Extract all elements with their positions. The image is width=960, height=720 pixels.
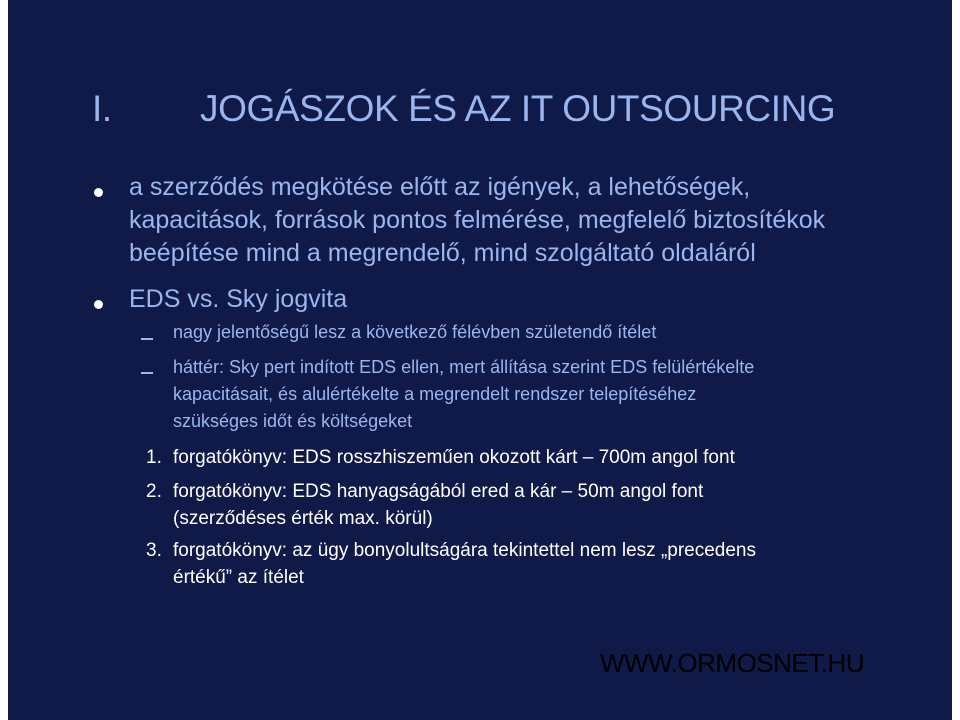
numbered-continuation: értékű” az ítélet: [173, 567, 304, 588]
slide-title: [92, 88, 835, 130]
bullet-line: kapacitások, források pontos felmérése, megfelelő biztosítékok: [129, 206, 826, 234]
slide: [8, 0, 952, 720]
numbered-label: 1.: [146, 447, 162, 468]
sub-bullet-line: háttér: Sky pert indított EDS ellen, mert állítása szerint EDS felülértékelte: [173, 357, 755, 377]
numbered-text: forgatókönyv: az ügy bonyolultságára tekintettel nem lesz „precedens: [173, 540, 756, 561]
bullet-icon: [90, 288, 107, 309]
numbered-text: forgatókönyv: EDS hanyagságából ered a kár – 50m angol font: [173, 481, 704, 502]
numbered-item: [146, 444, 906, 471]
bullet-text: [129, 171, 929, 270]
bullet-line: beépítése mind a megrendelő, mind szolgáltató oldaláról: [129, 239, 756, 267]
bullet-icon: [90, 176, 107, 197]
bullet-line: EDS vs. Sky jogvita: [129, 285, 348, 313]
bullet-text: [129, 283, 929, 316]
numbered-text: forgatókönyv: EDS rosszhiszeműen okozott kárt – 700m angol font: [173, 447, 735, 468]
sub-bullet-line: nagy jelentőségű lesz a következő félévben születendő ítélet: [173, 322, 657, 342]
sub-bullet-text: [173, 319, 913, 346]
numbered-continuation: (szerződéses érték max. körül): [173, 508, 433, 529]
footer-website: WWW.ORMOSNET.HU: [600, 648, 865, 678]
sub-bullet-line: kapacitásait, és alulértékelte a megrendelt rendszer telepítéséhez: [173, 384, 697, 404]
title-text: JOGÁSZOK ÉS AZ IT OUTSOURCING: [200, 88, 836, 129]
dash-icon: [141, 338, 153, 340]
bullet-line: a szerződés megkötése előtt az igények, a lehetőségek,: [129, 173, 751, 201]
dash-icon: [141, 372, 153, 374]
numbered-label: 3.: [146, 540, 162, 561]
numbered-label: 2.: [146, 481, 162, 502]
sub-bullet-text: [173, 354, 913, 435]
sub-bullet-line: szükséges időt és költségeket: [173, 411, 413, 431]
numbered-item: [146, 478, 906, 532]
title-number: I.: [92, 88, 112, 129]
numbered-item: [146, 537, 906, 591]
